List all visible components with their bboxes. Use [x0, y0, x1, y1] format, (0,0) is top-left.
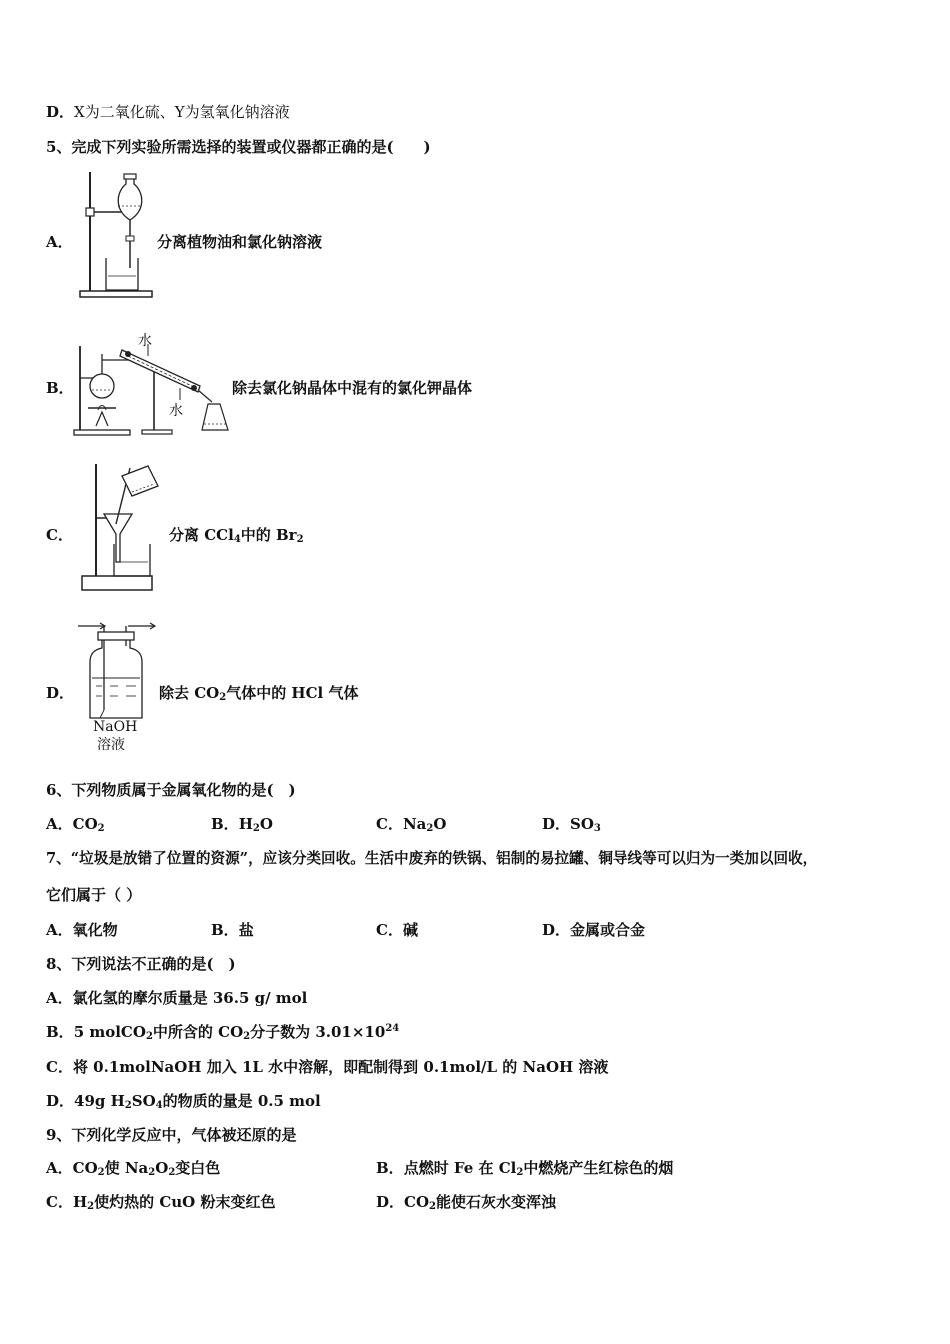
q6-stem: 6、下列物质属于金属氧化物的是( ) [46, 781, 296, 799]
option-sub: 2 [252, 823, 260, 834]
option-sub-2: 2 [243, 1031, 251, 1042]
option-text: 氧化物 [72, 921, 118, 939]
solution-label: 溶液 [97, 737, 125, 753]
option-text-3: 分子数为 3.01×10 [250, 1023, 386, 1041]
option-text-2: 中所含的 CO [152, 1023, 244, 1041]
q5-c-label: C． [46, 526, 73, 544]
q5-d-text-pre: 除去 CO [159, 684, 220, 702]
q5-c-text [169, 525, 304, 545]
option-text-1: CO [404, 1193, 430, 1211]
option-text-2: 中燃烧产生红棕色的烟 [523, 1159, 674, 1177]
q9-option-c [46, 1192, 275, 1212]
q5-c-text-mid: 中的 Br [240, 526, 297, 544]
q5-c-sub2: 2 [296, 534, 304, 545]
option-text-2: SO [131, 1092, 156, 1110]
q5-b-label: B． [46, 379, 74, 397]
option-text-3: O [155, 1159, 169, 1177]
q6-option-b [211, 814, 273, 834]
q5-c-text-pre: 分离 CCl [169, 526, 234, 544]
option-formula: Na [402, 815, 427, 833]
q9-option-d [376, 1192, 556, 1212]
q6-option-a [46, 814, 105, 834]
option-label: B． [376, 1159, 404, 1177]
water-label-bottom: 水 [169, 403, 183, 419]
q8-option-c [46, 1057, 608, 1077]
q5-d-sub: 2 [219, 692, 227, 703]
option-label: D． [376, 1193, 405, 1211]
q5-a-label: A． [46, 233, 73, 251]
option-text: 碱 [402, 921, 418, 939]
option-sub-1: 2 [145, 1031, 153, 1042]
q8-option-d [46, 1091, 321, 1111]
q8-option-b [46, 1022, 399, 1042]
distillation-apparatus-figure [72, 330, 232, 438]
gas-washing-bottle-figure [74, 618, 158, 722]
q7-option-c [376, 920, 418, 940]
option-text-2: 使 Na [104, 1159, 149, 1177]
option-sub-1: 2 [124, 1100, 132, 1111]
option-sub-1: 2 [429, 1201, 436, 1212]
option-label: C． [376, 815, 403, 833]
q8-option-a [46, 988, 307, 1008]
q7-option-a [46, 920, 118, 940]
q4-option-d [46, 102, 290, 122]
option-sub-3: 2 [168, 1167, 176, 1178]
q5-stem: 5、完成下列实验所需选择的装置或仪器都正确的是( ) [46, 138, 431, 156]
q5-d-label: D． [46, 684, 75, 702]
q9-option-b [376, 1158, 673, 1178]
option-label: B． [211, 815, 239, 833]
option-sup: 24 [385, 1023, 400, 1034]
option-text: 金属或合金 [570, 921, 646, 939]
q5-d-text [159, 683, 358, 703]
q5-b-text: 除去氯化钠晶体中混有的氯化钾晶体 [232, 379, 473, 397]
option-label: A． [46, 815, 73, 833]
option-text-2: 使灼热的 CuO 粉末变红色 [94, 1193, 276, 1211]
q6-option-d [542, 814, 601, 834]
option-sub-1: 2 [87, 1201, 95, 1212]
option-label: B． [211, 921, 239, 939]
option-formula: H [238, 815, 253, 833]
option-text-1: 49g H [74, 1092, 125, 1110]
q7-stem-line1: 7、“垃圾是放错了位置的资源”，应该分类回收。生活中废弃的铁锅、铝制的易拉罐、铜导线等可以归为一类加以回收， [46, 850, 818, 867]
option-text-1: 5 molCO [73, 1023, 146, 1041]
q5-d-text-post: 气体中的 HCl 气体 [226, 684, 359, 702]
option-text-1: CO [72, 1159, 98, 1177]
water-label-top: 水 [138, 333, 152, 349]
option-label: A． [46, 1159, 73, 1177]
option-formula: SO [570, 815, 594, 833]
option-sub-2: 4 [155, 1100, 163, 1111]
option-text: X为二氧化硫、Y为氢氧化钠溶液 [74, 103, 290, 121]
option-label: B． [46, 1023, 74, 1041]
q5-c-sub1: 4 [233, 534, 241, 545]
option-text-4: 变白色 [175, 1159, 221, 1177]
option-text: 氯化氢的摩尔质量是 36.5 g/ mol [72, 989, 308, 1007]
option-text-1: H [72, 1193, 88, 1211]
q8-stem: 8、下列说法不正确的是( ) [46, 955, 236, 973]
option-label: D． [46, 103, 75, 121]
separatory-funnel-figure [74, 170, 156, 300]
option-sub: 3 [593, 823, 601, 834]
option-text: 盐 [238, 921, 254, 939]
q9-stem: 9、下列化学反应中，气体被还原的是 [46, 1126, 297, 1144]
option-sub-1: 2 [97, 1167, 105, 1178]
option-sub-1: 2 [516, 1167, 524, 1178]
option-text-3: 的物质的量是 0.5 mol [162, 1092, 321, 1110]
option-label: C． [46, 1193, 73, 1211]
q7-option-b [211, 920, 254, 940]
q6-option-c [376, 814, 446, 834]
option-text-1: 点燃时 Fe 在 Cl [403, 1159, 517, 1177]
option-sub: 2 [97, 823, 105, 834]
option-label: C． [376, 921, 403, 939]
q9-option-a [46, 1158, 220, 1178]
q5-a-text: 分离植物油和氯化钠溶液 [157, 233, 323, 251]
option-text-2: 能使石灰水变浑浊 [436, 1193, 557, 1211]
option-sub: 2 [426, 823, 434, 834]
option-sub-2: 2 [148, 1167, 156, 1178]
option-post: O [259, 815, 273, 833]
option-formula: CO [72, 815, 98, 833]
option-label: D． [542, 921, 571, 939]
option-label: C． [46, 1058, 73, 1076]
option-text: 将 0.1molNaOH 加入 1L 水中溶解，即配制得到 0.1mol/L 的 NaOH 溶液 [72, 1058, 609, 1076]
q7-stem-line2: 它们属于（ ） [46, 886, 142, 904]
naoh-label: NaOH [93, 719, 138, 735]
option-label: A． [46, 989, 73, 1007]
option-label: D． [46, 1092, 75, 1110]
option-label: A． [46, 921, 73, 939]
filtration-apparatus-figure [70, 462, 162, 594]
q7-option-d [542, 920, 645, 940]
option-post: O [433, 815, 447, 833]
option-label: D． [542, 815, 571, 833]
